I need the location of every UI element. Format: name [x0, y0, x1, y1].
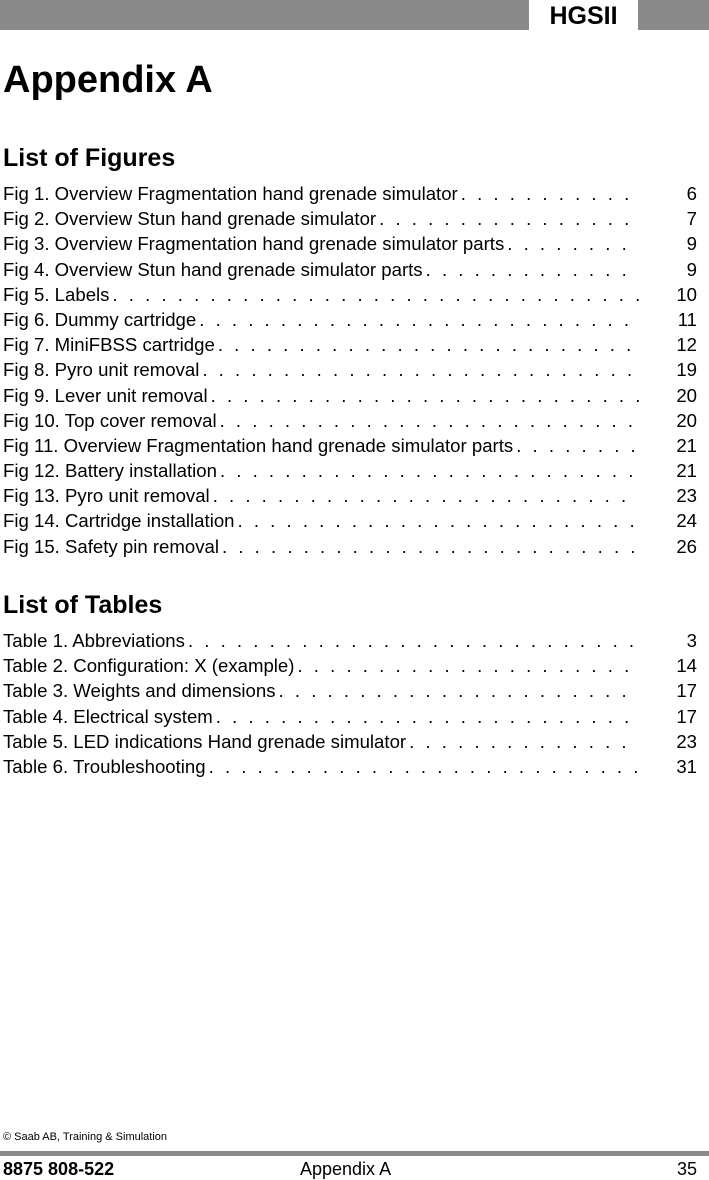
toc-dot-leader — [109, 282, 639, 307]
toc-entry[interactable] — [3, 729, 697, 754]
toc-entry-title: Table 2. Configuration: X (example) — [3, 655, 295, 677]
toc-entry-title: Fig 7. MiniFBSS cartridge — [3, 334, 215, 356]
toc-entry[interactable] — [3, 307, 697, 332]
toc-dot-leader — [219, 534, 639, 559]
toc-entry-title: Fig 6. Dummy cartridge — [3, 308, 197, 330]
toc-dot-leader — [423, 257, 639, 282]
toc-entry-title: Table 1. Abbreviations — [3, 630, 185, 651]
toc-entry-title: Table 4. Electrical system — [3, 705, 213, 727]
toc-dot-leader — [235, 508, 639, 533]
figures-list — [3, 181, 697, 559]
toc-entry[interactable] — [3, 332, 697, 357]
toc-dot-leader — [199, 357, 639, 382]
toc-entry-page: 17 — [676, 705, 697, 727]
toc-entry-title: Fig 2. Overview Stun hand grenade simulator — [3, 208, 377, 230]
toc-entry-page: 9 — [686, 258, 697, 280]
toc-dot-leader — [217, 458, 639, 483]
toc-entry[interactable] — [3, 383, 697, 408]
toc-dot-leader — [185, 628, 639, 653]
toc-entry-title: Fig 5. Labels — [3, 283, 110, 305]
toc-entry-title: Table 5. LED indications Hand grenade simulator — [3, 730, 407, 752]
toc-entry-title: Table 3. Weights and dimensions — [3, 680, 276, 702]
footer-copyright: © Saab AB, Training & Simulation — [3, 1131, 168, 1143]
toc-dot-leader — [213, 704, 639, 729]
toc-entry-page: 24 — [676, 510, 697, 532]
footer-bar — [0, 1151, 709, 1156]
toc-dot-leader — [217, 408, 639, 433]
toc-entry[interactable] — [3, 282, 697, 307]
toc-dot-leader — [206, 754, 639, 779]
toc-entry-page: 3 — [686, 630, 697, 651]
toc-entry-page: 12 — [676, 334, 697, 356]
toc-entry-title: Fig 1. Overview Fragmentation hand grenade simulator — [3, 183, 458, 204]
toc-entry[interactable] — [3, 704, 697, 729]
toc-entry-title: Table 6. Troubleshooting — [3, 755, 206, 777]
toc-entry-page: 9 — [686, 233, 697, 255]
toc-entry-page: 20 — [676, 384, 697, 406]
toc-dot-leader — [406, 729, 639, 754]
figures-heading: List of Figures — [3, 144, 176, 172]
toc-dot-leader — [215, 332, 639, 357]
toc-entry[interactable] — [3, 206, 697, 231]
toc-dot-leader — [208, 383, 639, 408]
toc-entry-page: 14 — [676, 655, 697, 677]
toc-entry-title: Fig 15. Safety pin removal — [3, 535, 219, 557]
toc-entry-page: 6 — [686, 183, 697, 204]
toc-entry-page: 17 — [676, 680, 697, 702]
toc-entry[interactable] — [3, 653, 697, 678]
toc-entry-page: 11 — [677, 308, 697, 330]
tables-heading: List of Tables — [3, 591, 163, 619]
toc-entry-page: 21 — [676, 434, 697, 456]
toc-dot-leader — [513, 433, 639, 458]
toc-entry-title: Fig 8. Pyro unit removal — [3, 359, 200, 381]
toc-dot-leader — [458, 181, 639, 206]
toc-entry[interactable] — [3, 357, 697, 382]
footer-document-number: 8875 808-522 — [3, 1159, 115, 1179]
toc-dot-leader — [504, 231, 639, 256]
toc-dot-leader — [276, 678, 639, 703]
document-code: HGSII — [549, 2, 618, 30]
footer-page-number: 35 — [676, 1159, 697, 1179]
toc-entry-title: Fig 11. Overview Fragmentation hand grenade simulator parts — [3, 434, 514, 456]
toc-entry[interactable] — [3, 754, 697, 779]
toc-entry[interactable] — [3, 628, 697, 653]
toc-entry[interactable] — [3, 408, 697, 433]
toc-entry[interactable] — [3, 678, 697, 703]
toc-entry-title: Fig 10. Top cover removal — [3, 409, 217, 431]
toc-entry-page: 23 — [676, 485, 697, 507]
toc-dot-leader — [294, 653, 639, 678]
toc-entry[interactable] — [3, 458, 697, 483]
toc-entry[interactable] — [3, 181, 697, 206]
toc-entry-title: Fig 9. Lever unit removal — [3, 384, 208, 406]
toc-entry-title: Fig 3. Overview Fragmentation hand grenade simulator parts — [3, 233, 505, 255]
toc-entry-page: 23 — [676, 730, 697, 752]
toc-entry-page: 26 — [676, 535, 697, 557]
toc-dot-leader — [376, 206, 639, 231]
toc-entry-page: 20 — [676, 409, 697, 431]
toc-entry-title: Fig 4. Overview Stun hand grenade simulator parts — [3, 258, 423, 280]
toc-entry-title: Fig 12. Battery installation — [3, 460, 217, 482]
toc-entry-page: 7 — [686, 208, 697, 230]
toc-dot-leader — [210, 483, 639, 508]
header-bar-left — [0, 0, 529, 30]
tables-list — [3, 628, 697, 779]
toc-entry[interactable] — [3, 534, 697, 559]
footer-section: Appendix A — [300, 1159, 392, 1179]
toc-entry-page: 19 — [676, 359, 697, 381]
toc-entry-title: Fig 13. Pyro unit removal — [3, 485, 210, 507]
toc-entry[interactable] — [3, 231, 697, 256]
toc-entry[interactable] — [3, 483, 697, 508]
header-bar-right — [638, 0, 709, 30]
toc-entry-page: 21 — [676, 460, 697, 482]
toc-dot-leader — [196, 307, 639, 332]
page-title: Appendix A — [3, 59, 213, 101]
toc-entry-page: 31 — [676, 755, 697, 777]
toc-entry-page: 10 — [676, 283, 697, 305]
toc-entry[interactable] — [3, 257, 697, 282]
toc-entry-title: Fig 14. Cartridge installation — [3, 510, 235, 532]
toc-entry[interactable] — [3, 508, 697, 533]
toc-entry[interactable] — [3, 433, 697, 458]
